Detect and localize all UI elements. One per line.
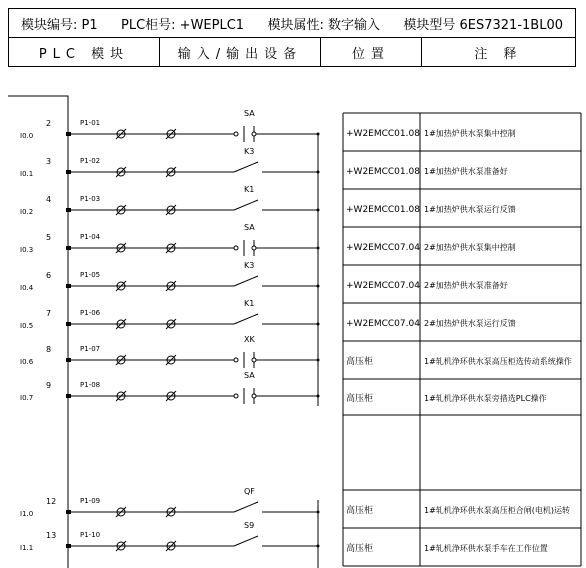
- pin-number-label: 9: [46, 381, 52, 390]
- selector-pivot: [252, 132, 256, 136]
- bus-junction: [317, 511, 320, 514]
- device-label: K3: [244, 147, 255, 156]
- device-label: K1: [244, 299, 255, 308]
- selector-pivot: [234, 246, 238, 250]
- io-address-label: I0.2: [20, 208, 34, 216]
- device-label: SA: [244, 109, 255, 118]
- contact-blade: [234, 536, 258, 546]
- terminal-marker: [66, 394, 71, 398]
- plc-cabinet-label: PLC柜号: +WEPLC1: [121, 17, 245, 33]
- io-address-label: I0.4: [20, 284, 34, 292]
- io-channel-row: [20, 335, 572, 368]
- wire-number-label: P1-02: [80, 157, 101, 165]
- selector-pivot: [234, 132, 238, 136]
- io-channel-row: [20, 261, 508, 292]
- terminal-marker: [66, 246, 71, 250]
- io-address-label: I0.0: [20, 132, 34, 140]
- bus-junction: [317, 133, 320, 136]
- device-label: S9: [244, 521, 255, 530]
- terminal-marker: [66, 322, 71, 326]
- note-cell: 1#轧机浄环供水泵高压柜选传动系统操作: [424, 357, 572, 366]
- location-cell: 高压柜: [346, 357, 374, 367]
- bus-junction: [317, 395, 320, 398]
- io-address-label: I0.7: [20, 394, 34, 402]
- col-header-plc-module: PLC 模块: [9, 38, 160, 67]
- io-channel-row: [20, 223, 516, 256]
- io-address-label: I1.1: [20, 544, 34, 552]
- note-cell: 1#轧机浄环供水泵高压柜合闸(电机)运转: [424, 506, 571, 515]
- contact-blade: [234, 162, 258, 172]
- col-header-location: 位置: [321, 38, 422, 67]
- bus-junction: [317, 359, 320, 362]
- selector-pivot: [252, 394, 256, 398]
- note-cell: 1#轧机浄环供水泵旁措选PLC操作: [424, 394, 547, 403]
- contact-blade: [234, 276, 258, 286]
- pin-number-label: 4: [46, 195, 52, 204]
- terminal-marker: [66, 170, 71, 174]
- wire-number-label: P1-08: [80, 381, 101, 389]
- terminal-marker: [66, 132, 71, 136]
- pin-number-label: 8: [46, 345, 52, 354]
- note-cell: 1#加热炉供水泵集中控制: [424, 129, 516, 138]
- bus-junction: [317, 323, 320, 326]
- wire-number-label: P1-01: [80, 119, 101, 127]
- pin-number-label: 5: [46, 233, 52, 242]
- bus-junction: [317, 209, 320, 212]
- io-channel-row: [20, 487, 570, 518]
- note-cell: 1#加热炉供水泵准备好: [424, 167, 508, 176]
- contact-blade: [234, 200, 258, 210]
- device-label: K3: [244, 261, 255, 270]
- io-channel-row: [20, 185, 516, 216]
- device-label: SA: [244, 223, 255, 232]
- location-cell: 高压柜: [346, 506, 374, 516]
- terminal-marker: [66, 510, 71, 514]
- device-label: QF: [244, 487, 255, 496]
- module-property-label: 模块属性: 数字输入: [267, 17, 380, 33]
- io-channel-row: [20, 299, 516, 330]
- bus-junction: [317, 285, 320, 288]
- io-address-label: I0.1: [20, 170, 34, 178]
- terminal-marker: [66, 358, 71, 362]
- wire-number-label: P1-06: [80, 309, 101, 317]
- pin-number-label: 7: [46, 309, 52, 318]
- terminal-marker: [66, 544, 71, 548]
- wire-number-label: P1-09: [80, 497, 101, 505]
- note-cell: 1#轧机浄环供水泵手车在工作位置: [424, 544, 548, 553]
- module-number-label: 模块编号: P1: [21, 17, 98, 33]
- io-address-label: I0.3: [20, 246, 34, 254]
- io-address-label: I1.0: [20, 510, 34, 518]
- terminal-marker: [66, 208, 71, 212]
- wire-number-label: P1-03: [80, 195, 101, 203]
- selector-pivot: [234, 394, 238, 398]
- io-address-label: I0.6: [20, 358, 34, 366]
- wire-number-label: P1-10: [80, 531, 101, 539]
- col-header-io-device: 输入/输出设备: [160, 38, 321, 67]
- io-address-label: I0.5: [20, 322, 34, 330]
- plc-module-outline: [8, 96, 68, 568]
- contact-blade: [234, 314, 258, 324]
- wire-number-label: P1-07: [80, 345, 101, 353]
- note-cell: 2#加热炉供水泵准备好: [424, 281, 508, 290]
- note-cell: 1#加热炉供水泵运行反馈: [424, 205, 516, 214]
- bus-junction: [317, 171, 320, 174]
- io-channel-row: [20, 147, 508, 178]
- location-cell: +W2EMCC07.04: [346, 319, 420, 329]
- device-label: SA: [244, 371, 255, 380]
- io-channel-row: [20, 521, 548, 554]
- location-cell: 高压柜: [346, 544, 374, 554]
- wire-number-label: P1-05: [80, 271, 101, 279]
- pin-number-label: 12: [46, 497, 57, 506]
- location-cell: +W2EMCC01.08: [346, 167, 420, 177]
- bus-junction: [317, 545, 320, 548]
- note-cell: 2#加热炉供水泵集中控制: [424, 243, 516, 252]
- bus-junction: [317, 247, 320, 250]
- pin-number-label: 2: [46, 119, 52, 128]
- pin-number-label: 6: [46, 271, 52, 280]
- location-cell: +W2EMCC01.08: [346, 129, 420, 139]
- wire-number-label: P1-04: [80, 233, 101, 241]
- location-cell: +W2EMCC07.04: [346, 281, 420, 291]
- selector-pivot: [252, 358, 256, 362]
- device-label: K1: [244, 185, 255, 194]
- pin-number-label: 3: [46, 157, 52, 166]
- terminal-marker: [66, 284, 71, 288]
- module-type-label: 模块型号 6ES7321-1BL00: [403, 17, 563, 33]
- io-channel-row: [20, 109, 516, 142]
- location-cell: +W2EMCC01.08: [346, 205, 420, 215]
- location-cell: +W2EMCC07.04: [346, 243, 420, 253]
- selector-pivot: [234, 358, 238, 362]
- pin-number-label: 13: [46, 531, 57, 540]
- note-cell: 2#加热炉供水泵运行反馈: [424, 319, 516, 328]
- device-label: XK: [244, 335, 255, 344]
- contact-blade: [234, 502, 258, 512]
- io-channel-row: [20, 371, 547, 404]
- col-header-note: 注 释: [422, 38, 576, 67]
- location-cell: 高压柜: [346, 394, 374, 404]
- selector-pivot: [252, 246, 256, 250]
